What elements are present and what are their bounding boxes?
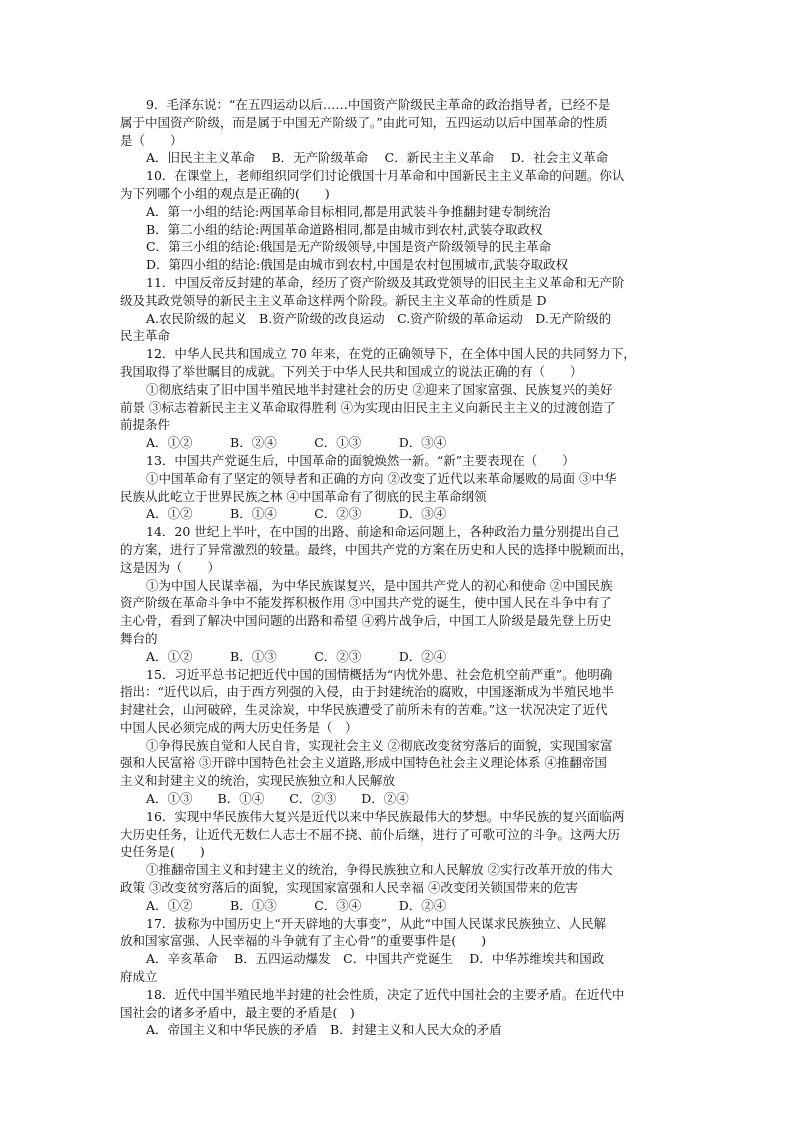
text-line: A．旧民主主义革命 B．无产阶级革命 C．新民主主义革命 D．社会主义革命 [146, 150, 609, 166]
text-line: 15．习近平总书记把近代中国的国情概括为“内忧外患、社会危机空前严重”。他明确 [146, 666, 613, 682]
text-line: 国社会的诸多矛盾中，最主要的矛盾是( ) [120, 1004, 355, 1020]
text-line: A．①② B．①③ C．②③ D．②④ [146, 648, 447, 664]
text-line: 资产阶级在革命斗争中不能发挥积极作用 ③中国共产党的诞生，使中国人民在斗争中有了 [120, 595, 612, 611]
text-line: 民主革命 [120, 328, 171, 344]
text-line: 史任务是( ) [120, 844, 205, 860]
text-line: ①彻底结束了旧中国半殖民地半封建社会的历史 ②迎来了国家富强、民族复兴的美好 [146, 381, 613, 397]
text-line: 18．近代中国半殖民地半封建的社会性质，决定了近代中国社会的主要矛盾。在近代中 [146, 986, 625, 1002]
text-line: 前提条件 [120, 417, 171, 433]
text-line: B．第二小组的结论:两国革命道路相同,都是由城市到农村,武装夺取政权 [146, 221, 543, 237]
text-line: 是（ ） [120, 132, 183, 148]
text-line: A．①② B．②④ C．①③ D．③④ [146, 435, 447, 451]
text-line: 舞台的 [120, 630, 158, 646]
text-line: 这是因为（ ） [120, 559, 221, 575]
text-line: 10．在课堂上，老师组织同学们讨论俄国十月革命和中国新民主主义革命的问题。你认 [146, 168, 625, 184]
text-line: 17．拔称为中国历史上“开天辟地的大事变”，从此“中国人民谋求民族独立、人民解 [146, 915, 607, 931]
text-line: 为下列哪个小组的观点是正确的( ) [120, 185, 330, 201]
text-line: 主心骨，看到了解决中国问题的出路和希望 ④鸦片战争后，中国工人阶级是最先登上历史 [120, 613, 612, 629]
text-line: 的方案，进行了异常激烈的较量。最终，中国共产党的方案在历史和人民的选择中脱颖而出， [120, 541, 633, 557]
text-line: 府成立 [120, 969, 158, 985]
text-line: 12．中华人民共和国成立 70 年来，在党的正确领导下，在全体中国人民的共同努力下， [146, 346, 636, 362]
text-line: 政策 ③改变贫穷落后的面貌，实现国家富强和人民幸福 ④改变闭关锁国带来的危害 [120, 880, 578, 896]
text-line: ①推翻帝国主义和封建主义的统治，争得民族独立和人民解放 ②实行改革开放的伟大 [146, 862, 613, 878]
text-line: 指出：“近代以后，由于西方列强的入侵，由于封建统治的腐败，中国逐渐成为半殖民地半 [120, 684, 614, 700]
text-line: A．①② B．①③ C．③④ D．②④ [146, 897, 447, 913]
text-line: ①争得民族自觉和人民自肯，实现社会主义 ②彻底改变贫穷落后的面貌，实现国家富 [146, 737, 613, 753]
text-line: 强和人民富裕 ③开辟中国特色社会主义道路,形成中国特色社会主义理论体系 ④推翻帝国 [120, 755, 607, 771]
text-line: 级及其政党领导的新民主主义革命这样两个阶段。新民主主义革命的性质是 D [120, 292, 547, 308]
text-line: 封建社会，山河破碎，生灵涂炭，中华民族遭受了前所未有的苦难。”这一状况决定了近代 [120, 702, 608, 718]
text-line: 民族从此屹立于世界民族之林 ④中国革命有了彻底的民主革命纲领 [120, 488, 487, 504]
text-line: A．辛亥革命 B．五四运动爆发 C．中国共产党诞生 D．中华苏维埃共和国政 [146, 951, 605, 967]
text-line: 16．实现中华民族伟大复兴是近代以来中华民族最伟大的梦想。中华民族的复兴面临两 [146, 808, 625, 824]
document-page [120, 96, 675, 1039]
text-line: 13．中国共产党诞生后，中国革命的面貌焕然一新。“新”主要表现在（ ） [146, 452, 575, 468]
text-line: 14．20 世纪上半叶，在中国的出路、前途和命运问题上，各种政治力量分别提出自己 [146, 524, 620, 540]
text-line: 前景 ③标志着新民主主义革命取得胜利 ④为实现由旧民主主义向新民主主义的过渡创造了 [120, 399, 616, 415]
text-line: 9．毛泽东说：“在五四运动以后……中国资产阶级民主革命的政治指导者，已经不是 [146, 97, 611, 112]
text-line: ①为中国人民谋幸福，为中华民族谋复兴，是中国共产党人的初心和使命 ②中国民族 [146, 577, 613, 593]
text-line: 放和国家富强、人民幸福的斗争就有了主心骨”的重要事件是( ) [120, 933, 487, 949]
text-line: A．第一小组的结论:两国革命目标相同,都是用武装斗争推翻封建专制统治 [146, 203, 551, 219]
text-line: 我国取得了举世瞩目的成就。下列关于中华人民共和国成立的说法正确的有（ ） [120, 363, 583, 379]
text-line: A.农民阶级的起义 B.资产阶级的改良运动 C.资产阶级的革命运动 D.无产阶级的 [146, 310, 612, 326]
text-line: 11．中国反帝反封建的革命，经历了资产阶级及其政党领导的旧民主主义革命和无产阶 [146, 274, 625, 290]
text-line: A．①③ B．①④ C．②③ D．②④ [146, 791, 409, 807]
text-line: 属于中国资产阶级，而是属于中国无产阶级了。”由此可知，五四运动以后中国革命的性质 [120, 114, 608, 130]
text-line: A．帝国主义和中华民族的矛盾 B．封建主义和人民大众的矛盾 [146, 1022, 502, 1038]
text-line: 中国人民必须完成的两大历史任务是（ ） [120, 719, 358, 735]
text-line: A．①② B．①④ C．②③ D．③④ [146, 506, 447, 522]
text-line: 大历史任务，让近代无数仁人志士不屈不挠、前仆后继，进行了可歌可泣的斗争。这两大历 [120, 826, 621, 842]
text-line: 主义和封建主义的统治，实现民族独立和人民解放 [120, 773, 396, 789]
text-line: D．第四小组的结论:俄国是由城市到农村,中国是农村包围城市,武装夺取政权 [146, 257, 569, 273]
text-line: C．第三小组的结论:俄国是无产阶级领导,中国是资产阶级领导的民主革命 [146, 239, 552, 255]
text-line: ①中国革命有了坚定的领导者和正确的方向 ②改变了近代以来革命屡败的局面 ③中华 [146, 470, 617, 486]
